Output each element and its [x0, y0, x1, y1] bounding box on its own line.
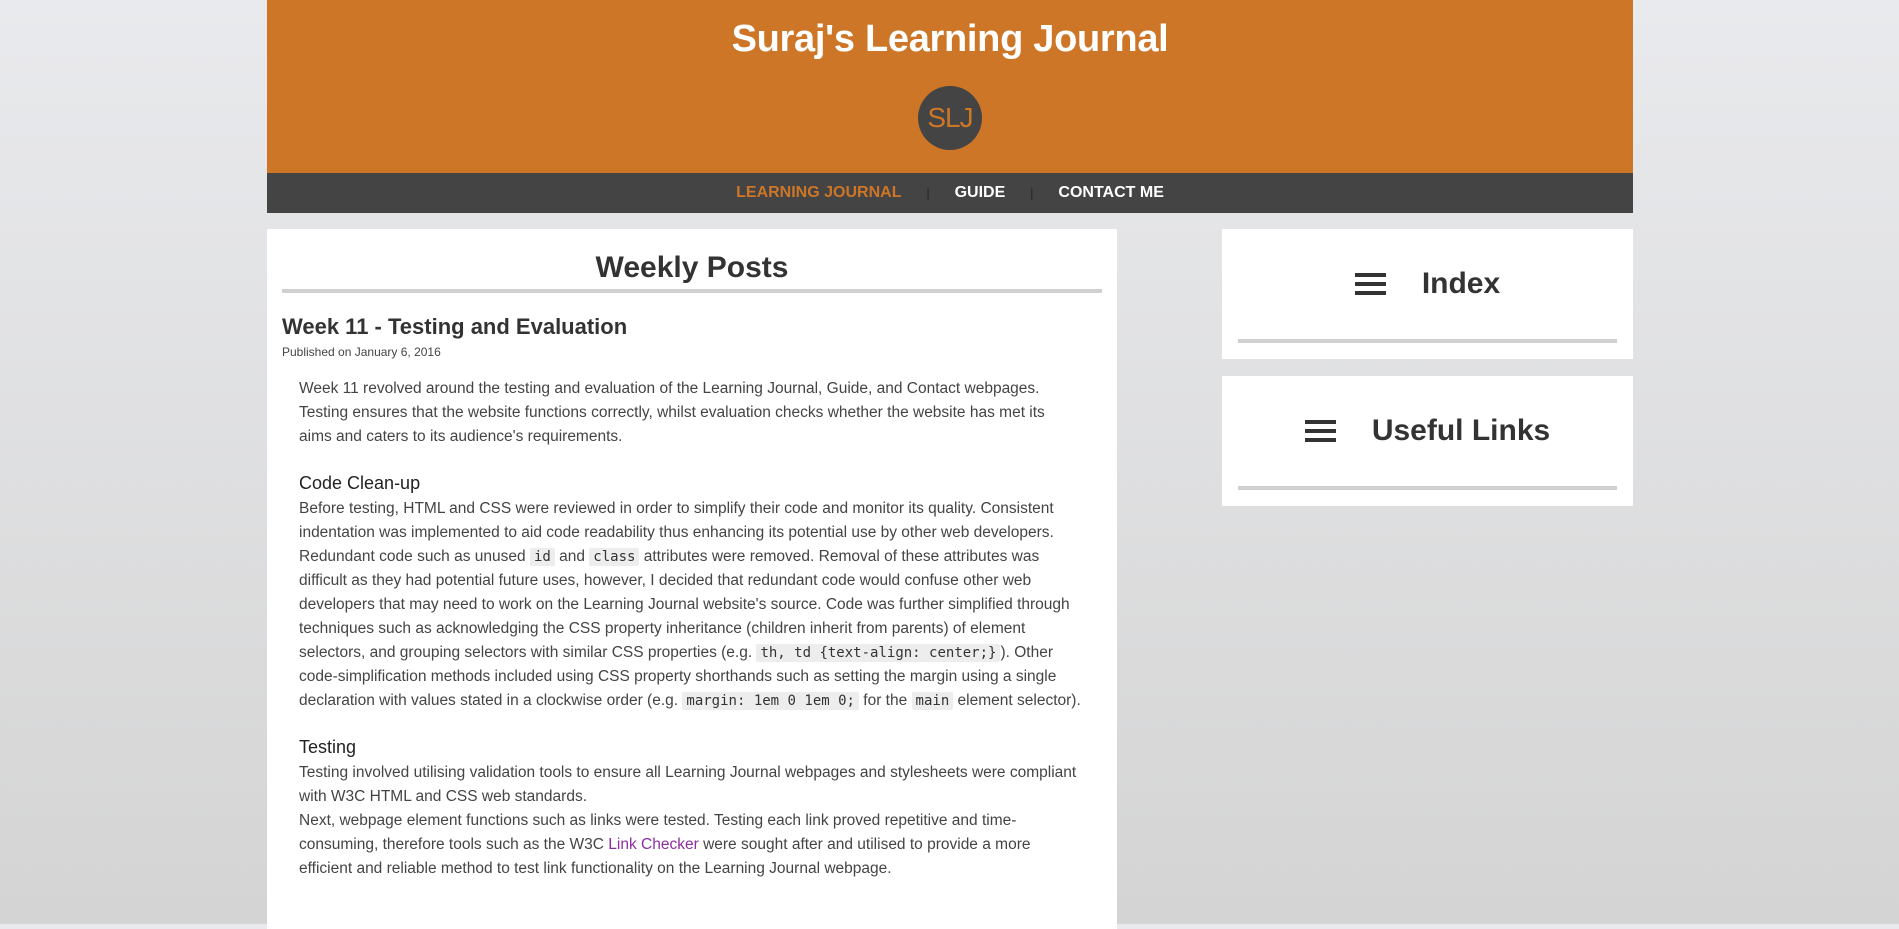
link-checker-link[interactable]: Link Checker — [608, 836, 699, 853]
nav-learning-journal[interactable]: LEARNING JOURNAL — [736, 184, 902, 201]
index-header[interactable] — [1238, 229, 1617, 343]
testing-paragraph-2: Next, webpage element functions such as links were tested. Testing each link proved repetitive and time-consuming, therefore tools such as the W3C Link Checker were sought after and utilised to provide a more efficient and reliable method to test link functionality on the Learning Journal webpage. — [299, 812, 1031, 877]
code-cleanup-paragraph: Before testing, HTML and CSS were reviewed in order to simplify their code and monitor its quality. Consistent indentation was implemented to aid code readability thus enhancing its potential use by other web developers. Redundant code such as unused id and class attributes were removed. Removal of these attributes was difficult as they had potential future uses, however, I decided that redundant code would confuse other web developers that may need to work on the Learning Journal website's source. Code was further simplified through techniques such as acknowledging the CSS property inheritance (children inherit from parents) of element selectors, and grouping selectors with similar CSS properties (e.g. th, td {text-align: center;} ). Other code-simplification methods included using CSS property shorthands such as setting the margin using a single declaration with values stated in a clockwise order (e.g. margin: 1em 0 1em 0; for the main element selector). — [299, 500, 1081, 709]
index-title: Index — [1421, 267, 1501, 300]
index-panel — [1222, 229, 1633, 359]
section-heading-testing: Testing — [299, 737, 357, 757]
nav-guide[interactable]: GUIDE — [954, 184, 1006, 201]
main-nav — [267, 173, 1633, 213]
useful-links-title: Useful Links — [1371, 414, 1551, 447]
code-snippet: id — [530, 548, 555, 566]
post-intro: Week 11 revolved around the testing and evaluation of the Learning Journal, Guide, and Contact webpages. Testing ensures that the website functions correctly, whilst evaluation checks whether the website has met its aims and caters to its audience's requirements. — [299, 380, 1045, 445]
site-title: Suraj's Learning Journal — [731, 18, 1169, 60]
post-date: Published on January 6, 2016 — [282, 345, 441, 359]
menu-icon[interactable] — [1305, 420, 1336, 442]
page — [267, 0, 1633, 877]
code-snippet: class — [589, 548, 639, 566]
site-logo[interactable]: SLJ — [918, 86, 982, 150]
code-snippet: th, td {text-align: center;} — [756, 644, 1000, 662]
section-heading-code-cleanup: Code Clean-up — [299, 473, 421, 493]
testing-paragraph-1: Testing involved utilising validation tools to ensure all Learning Journal webpages and stylesheets were compliant with W3C HTML and CSS web standards. — [299, 764, 1077, 805]
code-snippet: main — [912, 692, 954, 710]
nav-separator: | — [926, 186, 930, 200]
weekly-posts-panel — [267, 229, 1117, 929]
nav-contact-me[interactable]: CONTACT ME — [1058, 184, 1164, 201]
menu-icon[interactable] — [1355, 273, 1386, 295]
post-body — [299, 377, 1081, 881]
post-title: Week 11 - Testing and Evaluation — [282, 314, 628, 339]
site-header — [267, 0, 1633, 173]
useful-links-panel — [1222, 376, 1633, 506]
nav-separator: | — [1030, 186, 1034, 200]
useful-links-header[interactable] — [1238, 376, 1617, 490]
weekly-posts-heading: Weekly Posts — [282, 251, 1102, 293]
code-snippet: margin: 1em 0 1em 0; — [682, 692, 859, 710]
